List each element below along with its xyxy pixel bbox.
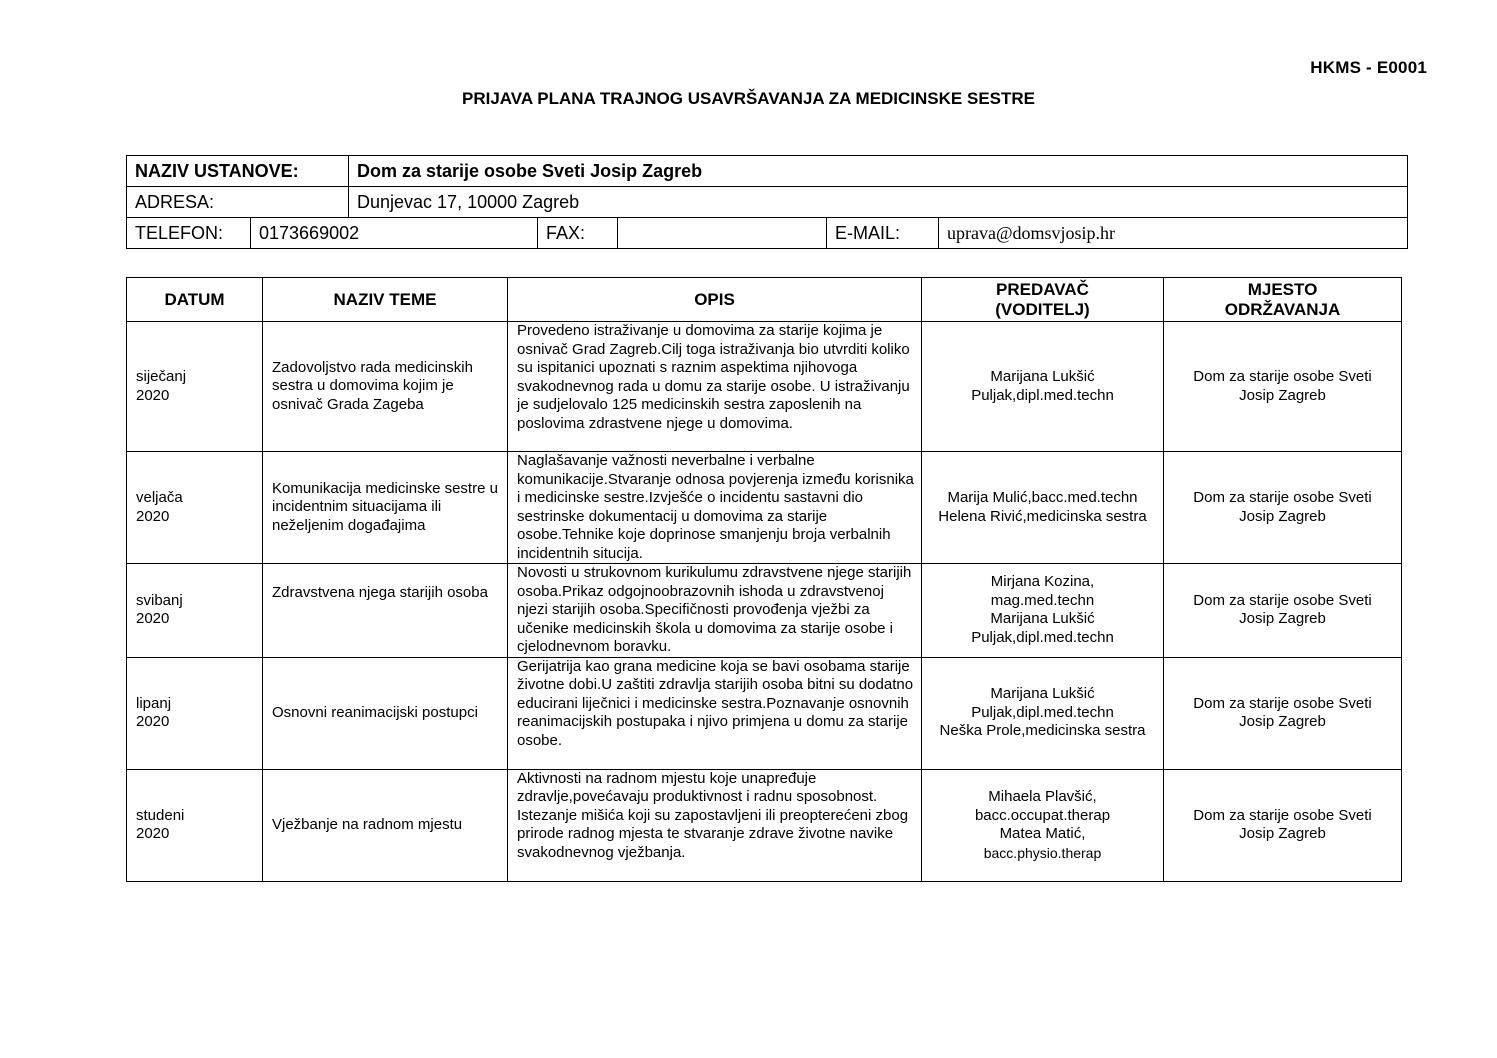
- predavac-cell: [922, 564, 1164, 658]
- table-row: [127, 657, 1402, 769]
- predavac-line: Puljak,dipl.med.techn: [971, 628, 1114, 646]
- opis-cell: Provedeno istraživanje u domovima za starije kojima je osnivač Grad Zagreb.Cilj toga istraživanja bio utvrditi koliko su ispitanici upoznati s raznim aspektima njihovoga svakodnevnog rada u domu za starije osobe. U istraživanju je sudjelovalo 125 medicinskih sestra zaposlenih na poslovima zdrastvene njege u domovima.: [508, 322, 922, 452]
- datum-month: lipanj: [136, 694, 172, 712]
- datum-month: studeni: [136, 806, 185, 824]
- document-code: HKMS - E0001: [1310, 58, 1427, 77]
- mjesto-cell: [1164, 657, 1402, 769]
- opis-cell: Novosti u strukovnom kurikulumu zdravstvene njege starijih osoba.Prikaz odgojnoobrazovnih ishoda u zdravstvenoj njezi starijih osoba.Specifičnosti provođenja vježbi za učenike medicinskih škola u domovima za starije osobe i cjelodnevnom boravku.: [508, 564, 922, 658]
- fax-value: [618, 218, 827, 249]
- datum-month: siječanj: [136, 368, 187, 385]
- table-row: [127, 564, 1402, 658]
- address-row: [127, 187, 1408, 218]
- fax-label: FAX:: [538, 218, 618, 249]
- mjesto-line: Dom za starije osobe Sveti: [1193, 489, 1372, 506]
- mjesto-line: Dom za starije osobe Sveti: [1193, 694, 1372, 712]
- mjesto-line: Josip Zagreb: [1239, 825, 1326, 842]
- tema-cell: Osnovni reanimacijski postupci: [263, 657, 508, 769]
- tema-cell: Vježbanje na radnom mjestu: [263, 769, 508, 881]
- predavac-line: Puljak,dipl.med.techn: [971, 386, 1114, 404]
- predavac-line: Marijana Lukšić: [990, 685, 1095, 703]
- predavac-line: Marijana Lukšić: [990, 368, 1095, 385]
- phone-label: TELEFON:: [127, 218, 251, 249]
- address-value: Dunjevac 17, 10000 Zagreb: [349, 187, 1408, 218]
- address-label: ADRESA:: [127, 187, 349, 218]
- predavac-line: Neška Prole,medicinska sestra: [939, 722, 1146, 740]
- datum-year: 2020: [136, 713, 170, 730]
- datum-cell: [127, 769, 263, 881]
- predavac-cell: [922, 452, 1164, 564]
- email-value: uprava@domsvjosip.hr: [939, 218, 1408, 249]
- predavac-cell: [922, 322, 1164, 452]
- datum-month: veljača: [136, 489, 183, 506]
- header-predavac: [922, 278, 1164, 322]
- table-row: [127, 452, 1402, 564]
- institution-name-value: Dom za starije osobe Sveti Josip Zagreb: [349, 156, 1408, 187]
- header-mjesto: [1164, 278, 1402, 322]
- email-label: E-MAIL:: [827, 218, 939, 249]
- table-row: [127, 769, 1402, 881]
- mjesto-line: Josip Zagreb: [1239, 713, 1326, 730]
- header-opis: OPIS: [508, 278, 922, 322]
- mjesto-line: Josip Zagreb: [1239, 507, 1326, 525]
- header-predavac-line2: (VODITELJ): [995, 299, 1090, 319]
- datum-cell: [127, 564, 263, 658]
- mjesto-cell: [1164, 769, 1402, 881]
- mjesto-line: Dom za starije osobe Sveti: [1193, 806, 1372, 824]
- mjesto-line: Josip Zagreb: [1239, 610, 1326, 628]
- predavac-line: Mihaela Plavšić,: [988, 788, 1097, 805]
- institution-name-row: [127, 156, 1408, 187]
- tema-cell: Zdravstvena njega starijih osoba: [263, 564, 508, 658]
- opis-cell: Aktivnosti na radnom mjestu koje unapređuje zdravlje,povećavaju produktivnost i radnu sposobnost. Istezanje mišića koji su zapostavljeni ili preopterećeni zbog prirode radnog mjesta te stvaranje zdrave životne navike svakodnevnog vježbanja.: [508, 769, 922, 881]
- contact-row: [127, 218, 1408, 249]
- header-predavac-line1: PREDAVAČ: [996, 279, 1089, 299]
- tema-cell: Komunikacija medicinske sestre u incidentnim situacijama ili neželjenim događajima: [263, 452, 508, 564]
- mjesto-cell: [1164, 452, 1402, 564]
- predavac-line: Puljak,dipl.med.techn: [971, 703, 1114, 721]
- mjesto-line: Dom za starije osobe Sveti: [1193, 591, 1372, 609]
- predavac-line: bacc.occupat.therap: [974, 806, 1111, 824]
- opis-cell: Naglašavanje važnosti neverbalne i verbalne komunikacije.Stvaranje odnosa povjerenja između korisnika i medicinske sestre.Izvješće o incidentu sastavni dio sestrinske dokumentacij u domovima za starije osobe.Tehnike koje doprinose smanjenju broja verbalnih incidentnih situcija.: [508, 452, 922, 564]
- header-mjesto-line2: ODRŽAVANJA: [1224, 299, 1341, 319]
- predavac-cell: [922, 769, 1164, 881]
- table-row: [127, 322, 1402, 452]
- phone-value: 0173669002: [251, 218, 538, 249]
- datum-year: 2020: [136, 507, 170, 525]
- predavac-line: bacc.physio.therap: [983, 844, 1102, 861]
- datum-year: 2020: [136, 825, 170, 842]
- predavac-line: Marijana Lukšić: [990, 610, 1095, 628]
- opis-cell: Gerijatrija kao grana medicine koja se bavi osobama starije životne dobi.U zaštiti zdravlja starijih osoba bitni su dodatno educirani liječnici i medicinske sestra.Poznavanje osnovnih reanimacijskih postupaka i njivo primjena u domu za starije osobe.: [508, 657, 922, 769]
- datum-cell: [127, 322, 263, 452]
- mjesto-cell: [1164, 322, 1402, 452]
- header-mjesto-line1: MJESTO: [1247, 279, 1318, 299]
- mjesto-line: Dom za starije osobe Sveti: [1193, 368, 1372, 385]
- predavac-line: Helena Rivić,medicinska sestra: [938, 507, 1147, 525]
- predavac-line: Mirjana Kozina,: [990, 573, 1095, 591]
- predavac-cell: [922, 657, 1164, 769]
- datum-year: 2020: [136, 386, 170, 404]
- institution-info-table: [126, 155, 1408, 249]
- mjesto-cell: [1164, 564, 1402, 658]
- tema-cell: Zadovoljstvo rada medicinskih sestra u domovima kojim je osnivač Grada Zageba: [263, 322, 508, 452]
- header-tema: NAZIV TEME: [263, 278, 508, 322]
- header-datum: DATUM: [127, 278, 263, 322]
- datum-cell: [127, 657, 263, 769]
- document-title: PRIJAVA PLANA TRAJNOG USAVRŠAVANJA ZA MEDICINSKE SESTRE: [461, 89, 1036, 108]
- training-plan-table: [126, 277, 1402, 882]
- predavac-line: mag.med.techn: [990, 591, 1095, 609]
- mjesto-line: Josip Zagreb: [1239, 386, 1326, 404]
- datum-year: 2020: [136, 610, 170, 628]
- institution-name-label: NAZIV USTANOVE:: [127, 156, 349, 187]
- datum-cell: [127, 452, 263, 564]
- datum-month: svibanj: [136, 591, 183, 609]
- predavac-line: Marija Mulić,bacc.med.techn: [947, 489, 1138, 506]
- predavac-line: Matea Matić,: [999, 825, 1086, 842]
- plan-header-row: [127, 278, 1402, 322]
